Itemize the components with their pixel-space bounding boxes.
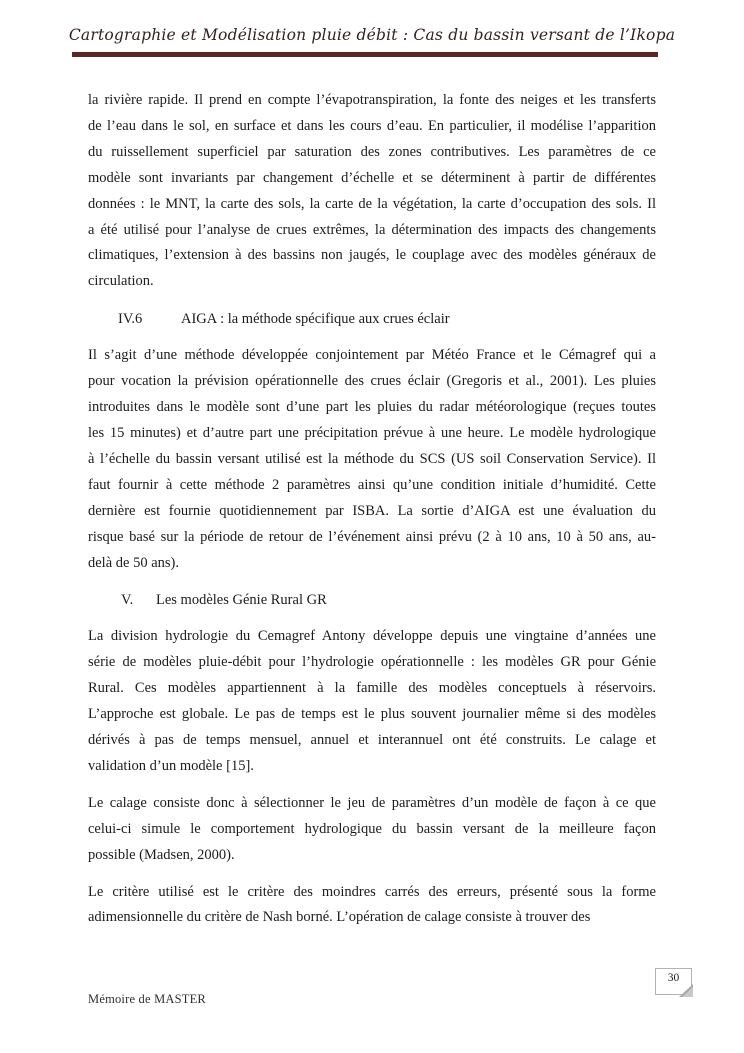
paragraph	[88, 880, 656, 932]
paragraph-line: validation d’un modèle [15].	[88, 757, 254, 774]
paragraph-line: pour vocation la prévision opérationnelle des crues éclair (Gregoris et al., 2001). Les pluies	[88, 373, 656, 390]
paragraph-line: Le critère utilisé est le critère des moindres carrés des erreurs, présenté sous la forme	[88, 883, 656, 900]
paragraph-line: dernière est fournie quotidiennement par ISBA. La sortie d’AIGA est une évaluation du	[88, 502, 656, 519]
section-heading	[88, 587, 656, 613]
footer-document-label: Mémoire de MASTER	[88, 992, 206, 1006]
paragraph-line: Rural. Ces modèles appartiennent à la famille des modèles conceptuels à réservoirs.	[88, 680, 656, 697]
header-rule	[72, 52, 658, 57]
paragraph-line: de l’eau dans le sol, en surface et dans les cours d’eau. En particulier, il modélise l’apparition	[88, 117, 656, 134]
paragraph-line: possible (Madsen, 2000).	[88, 846, 235, 863]
paragraph-line: La division hydrologie du Cemagref Antony développe depuis une vingtaine d’années une	[88, 628, 656, 645]
paragraph-line: dérivés à pas de temps mensuel, annuel et interannuel ont été construits. Le calage et	[88, 732, 656, 749]
paragraph-line: a été utilisé pour l’analyse de crues extrêmes, la détermination des impacts des changements	[88, 221, 656, 238]
page-number: 30	[667, 972, 680, 984]
paragraph-line: introduites dans le modèle sont d’une part les pluies du radar météorologique (reçues toutes	[88, 399, 656, 416]
paragraph	[88, 624, 656, 779]
paragraph-line: adimensionnelle du critère de Nash borné. L’opération de calage consiste à trouver des	[88, 909, 591, 926]
paragraph-line: Le calage consiste donc à sélectionner le jeu de paramètres d’un modèle de façon à ce que	[88, 794, 656, 811]
running-header-title: Cartographie et Modélisation pluie débit : Cas du bassin versant de l’Ikopa	[68, 26, 676, 44]
section-number: IV.6	[118, 311, 143, 328]
paragraph-line: L’approche est globale. Le pas de temps est le plus souvent journalier même si des modèles	[88, 706, 656, 723]
page-fold-icon	[679, 984, 693, 997]
paragraph-line: la rivière rapide. Il prend en compte l’évapotranspiration, la fonte des neiges et les transferts	[88, 92, 656, 108]
section-heading	[88, 306, 656, 332]
paragraph-line: modèle sont invariants par changement d’échelle et se déterminent à partir de différentes	[88, 169, 656, 186]
paragraph-line: climatiques, l’extension à des bassins non jaugés, le couplage avec des modèles généraux de	[88, 247, 656, 264]
paragraph-line: faut fournir à cette méthode 2 paramètres ainsi qu’une condition initiale d’humidité. Cette	[88, 476, 656, 493]
paragraph-line: Il s’agit d’une méthode développée conjointement par Météo France et le Cémagref qui a	[88, 347, 656, 364]
paragraph-line: delà de 50 ans).	[88, 554, 179, 571]
paragraph-line: données : le MNT, la carte des sols, la carte de la végétation, la carte d’occupation des sols. Il	[88, 195, 656, 212]
paragraph-line: celui-ci simule le comportement hydrologique du bassin versant de la meilleure façon	[88, 820, 656, 837]
page-number-box	[655, 968, 692, 995]
paragraph-line: risque basé sur la période de retour de l’événement ainsi prévu (2 à 10 ans, 10 à 50 ans, au-	[88, 528, 656, 545]
document-body	[88, 88, 656, 942]
paragraph	[88, 88, 656, 295]
paragraph-line: à l’échelle du bassin versant utilisé est la méthode du SCS (US soil Conservation Service). Il	[88, 450, 656, 467]
paragraph	[88, 791, 656, 869]
paragraph	[88, 343, 656, 576]
section-number: V.	[121, 592, 134, 609]
paragraph-line: du ruissellement superficiel par saturation des zones contributives. Les paramètres de ce	[88, 143, 656, 160]
paragraph-line: série de modèles pluie-débit pour l’hydrologie opérationnelle : les modèles GR pour Génie	[88, 654, 656, 671]
section-title: Les modèles Génie Rural GR	[156, 592, 327, 609]
paragraph-line: les 15 minutes) et d’autre part une précipitation prévue à une heure. Le modèle hydrologique	[88, 424, 656, 441]
section-title: AIGA : la méthode spécifique aux crues éclair	[181, 311, 450, 328]
paragraph-line: circulation.	[88, 273, 154, 290]
